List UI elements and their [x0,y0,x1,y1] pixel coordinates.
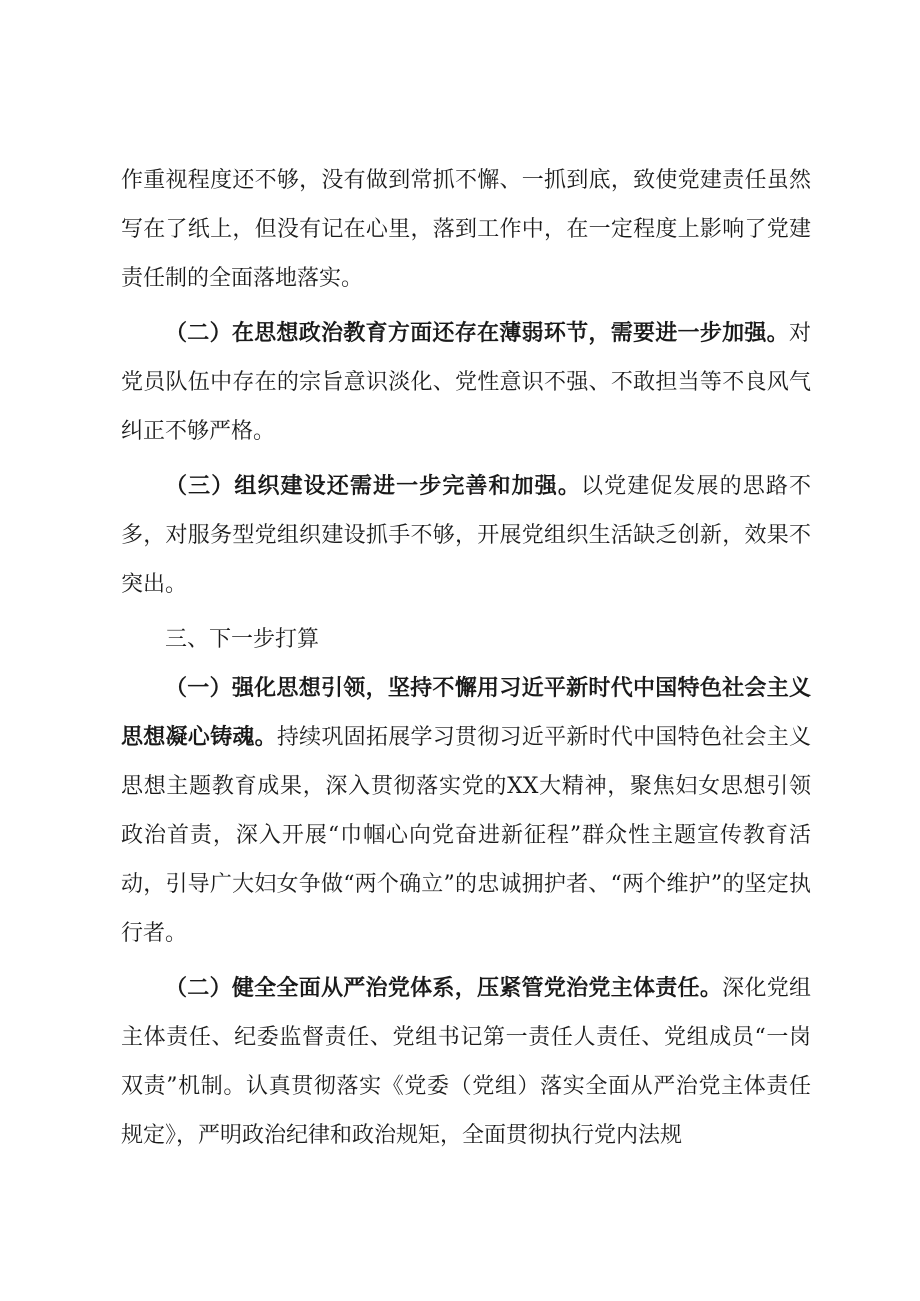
paragraph-lead: （二）在思想政治教育方面还存在薄弱环节，需要进一步加强。 [165,321,789,346]
paragraph-text: 作重视程度还不够，没有做到常抓不懈、一抓到底，致使党建责任虽然写在了纸上，但没有记在心里，落到工作中，在一定程度上影响了党建责任制的全面落地落实。 [121,168,811,291]
paragraph-text: 深化党组主体责任、纪委监督责任、党组书记第一责任人责任、党组成员“一岗双责”机制。认真贯彻落实《党委（党组）落实全面从严治党主体责任规定》，严明政治纪律和政治规矩，全面贯彻执行党内法规 [121,976,811,1148]
document-body [121,156,811,1160]
paragraph-lead: （一）强化思想引领，坚持不懈用习近平新时代中国特色社会主义思想凝心铸魂。 [121,676,811,750]
paragraph-continuation [121,156,811,303]
section-heading: 三、下一步打算 [165,627,320,652]
paragraph-lead: （二）健全全面从严治党体系，压紧管党治党主体责任。 [165,976,723,1001]
paragraph-plan-1 [121,664,811,958]
paragraph-text: 对党员队伍中存在的宗旨意识淡化、党性意识不强、不敢担当等不良风气纠正不够严格。 [121,321,811,444]
paragraph-plan-2 [121,964,811,1160]
paragraph-problem-3 [121,462,811,609]
paragraph-text: 持续巩固拓展学习贯彻习近平新时代中国特色社会主义思想主题教育成果，深入贯彻落实党的XX大精神，聚焦妇女思想引领政治首责，深入开展“巾帼心向党奋进新征程”群众性主题宣传教育活动，引导广大妇女争做“两个确立”的忠诚拥护者、“两个维护”的坚定执行者。 [121,725,811,946]
paragraph-text: 以党建促发展的思路不多，对服务型党组织建设抓手不够，开展党组织生活缺乏创新，效果不突出。 [121,474,811,597]
paragraph-problem-2 [121,309,811,456]
paragraph-lead: （三）组织建设还需进一步完善和加强。 [165,474,581,499]
